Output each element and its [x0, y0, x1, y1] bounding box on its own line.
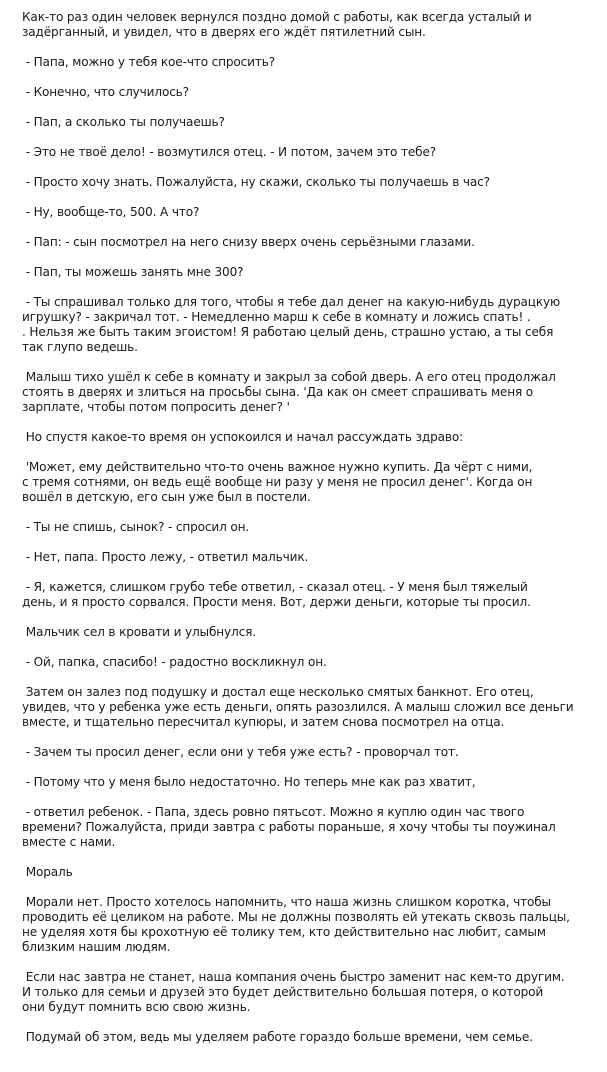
paragraph: Затем он залез под подушку и достал еще несколько смятых банкнот. Его отец, увидев, что у ребенка уже есть деньги, опять разозлился. А малыш сложил все деньги вместе, и тщательно пересчитал купюры, и затем снова посмотрел на отца.: [22, 685, 574, 729]
paragraph: - Это не твоё дело! - возмутился отец. - И потом, зачем это тебе?: [22, 145, 437, 159]
paragraph: Мальчик сел в кровати и улыбнулся.: [22, 625, 256, 639]
heading-moral: Мораль: [22, 865, 73, 879]
paragraph: - Конечно, что случилось?: [22, 85, 189, 99]
paragraph: - Нет, папа. Просто лежу, - ответил мальчик.: [22, 550, 309, 564]
paragraph: - Пап: - сын посмотрел на него снизу вверх очень серьёзными глазами.: [22, 235, 475, 249]
paragraph: Но спустя какое-то время он успокоился и начал рассуждать здраво:: [22, 430, 464, 444]
paragraph: - Ты не спишь, сынок? - спросил он.: [22, 520, 250, 534]
paragraph: - Ты спрашивал только для того, чтобы я тебе дал денег на какую-нибудь дурацкую игрушку? - закричал тот. - Немедленно марш к себе в комнату и ложись спать! . . Нельзя же быть таким эгоистом! Я работаю целый день, страшно устаю, а ты себя так глупо ведешь.: [22, 295, 561, 354]
paragraph: Малыш тихо ушёл к себе в комнату и закрыл за собой дверь. А его отец продолжал стоять в дверях и злиться на просьбы сына. 'Да как он смеет спрашивать меня о зарплате, чтобы потом попросить денег? ': [22, 370, 556, 414]
paragraph: Подумай об этом, ведь мы уделяем работе гораздо больше времени, чем семье.: [22, 1030, 533, 1044]
paragraph: - Зачем ты просил денег, если они у тебя уже есть? - проворчал тот.: [22, 745, 459, 759]
paragraph: - Пап, а сколько ты получаешь?: [22, 115, 225, 129]
paragraph: 'Может, ему действительно что-то очень важное нужно купить. Да чёрт с ними, с тремя сотнями, он ведь ещё вообще ни разу у меня не просил денег'. Когда он вошёл в детскую, его сын уже был в постели.: [22, 460, 533, 504]
paragraph: - Просто хочу знать. Пожалуйста, ну скажи, сколько ты получаешь в час?: [22, 175, 490, 189]
paragraph: Как-то раз один человек вернулся поздно домой с работы, как всегда усталый и задёрганный, и увидел, что в дверях его ждёт пятилетний сын.: [22, 10, 532, 39]
paragraph: - Пап, ты можешь занять мне 300?: [22, 265, 244, 279]
paragraph: - Потому что у меня было недостаточно. Но теперь мне как раз хватит,: [22, 775, 476, 789]
paragraph: - Ну, вообще-то, 500. А что?: [22, 205, 200, 219]
paragraph: Если нас завтра не станет, наша компания очень быстро заменит нас кем-то другим. И только для семьи и друзей это будет действительно большая потеря, о которой они будут помнить всю свою жизнь.: [22, 970, 565, 1014]
paragraph: - Я, кажется, слишком грубо тебе ответил, - сказал отец. - У меня был тяжелый день, и я просто сорвался. Прости меня. Вот, держи деньги, которые ты просил.: [22, 580, 531, 609]
paragraph: - Ой, папка, спасибо! - радостно воскликнул он.: [22, 655, 327, 669]
story-text: [22, 10, 597, 1045]
paragraph: - ответил ребенок. - Папа, здесь ровно пятьсот. Можно я куплю один час твого времени? Пожалуйста, приди завтра с работы пораньше, я хочу чтобы ты поужинал вместе с нами.: [22, 805, 556, 849]
paragraph: - Папа, можно у тебя кое-что спросить?: [22, 55, 276, 69]
paragraph: Морали нет. Просто хотелось напомнить, что наша жизнь слишком коротка, чтобы проводить её целиком на работе. Мы не должны позволять ей утекать сквозь пальцы, не уделяя хотя бы крохотную её толику тем, кто действительно нас любит, самым близким нашим людям.: [22, 895, 570, 954]
